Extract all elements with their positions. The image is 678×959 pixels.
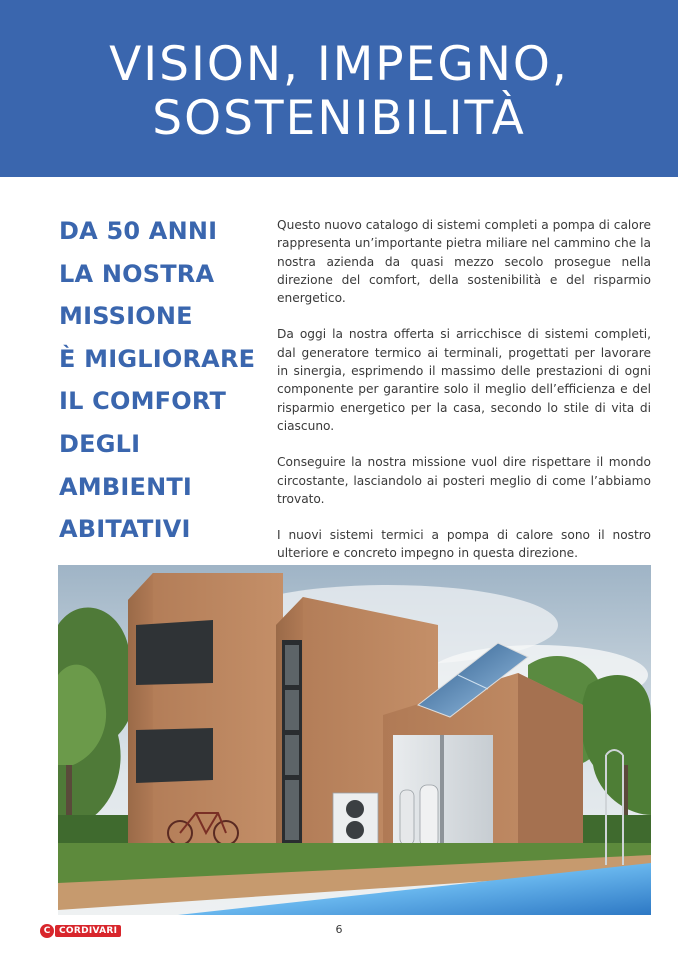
body-paragraph: Conseguire la nostra missione vuol dire rispettare il mondo circostante, lasciandolo ai posteri meglio di come l’abbiamo trovato. [277, 455, 651, 506]
page-title-line-1: VISION, IMPEGNO, [109, 36, 569, 92]
headline-line: ABITATIVI [59, 515, 191, 544]
headline-line: È MIGLIORARE [59, 344, 256, 373]
logo-text: CORDIVARI [55, 925, 121, 937]
body-paragraph: I nuovi sistemi termici a pompa di calore sono il nostro ulteriore e concreto impegno in questa direzione. [277, 528, 651, 561]
headline-line: DEGLI [59, 429, 141, 458]
header-banner [0, 0, 678, 177]
mission-headline [59, 210, 269, 551]
page-number: 6 [335, 923, 343, 936]
headline-line: DA 50 ANNI [59, 217, 218, 245]
house-photo [58, 565, 651, 915]
body-paragraph: Questo nuovo catalogo di sistemi completi a pompa di calore rappresenta un’importante pietra miliare nel cammino che la nostra azienda da quasi mezzo secolo prosegue nella direzione del comfort, della sostenibilità e del risparmio energetico. [277, 218, 651, 306]
headline-line: MISSIONE [59, 302, 193, 331]
logo-mark-icon: C [40, 924, 54, 938]
headline-line: IL COMFORT [59, 387, 227, 416]
body-text [277, 216, 651, 563]
page-title-line-2: SOSTENIBILITÀ [152, 90, 526, 146]
body-paragraph: Da oggi la nostra offerta si arricchisce di sistemi completi, dal generatore termico ai terminali, progettati per lavorare in sinergia, esprimendo il massimo delle prestazioni di ogni componente per garantire solo il meglio dell’efficienza e del risparmio energetico per la casa, secondo lo stile di vita di ciascuno. [277, 327, 651, 433]
headline-line: AMBIENTI [59, 472, 193, 501]
headline-line: LA NOSTRA [59, 259, 215, 288]
